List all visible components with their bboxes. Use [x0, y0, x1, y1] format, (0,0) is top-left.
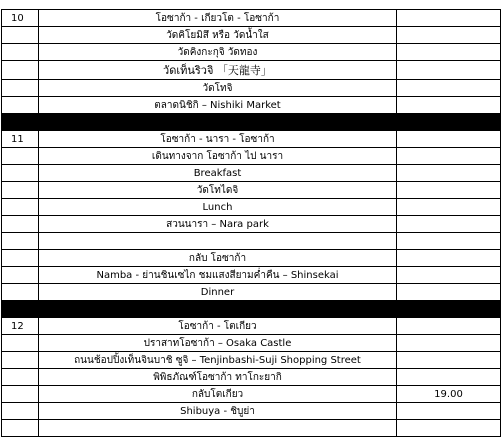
- table-row: [1, 96, 501, 113]
- day-cell[interactable]: [1, 165, 38, 181]
- activity-cell[interactable]: Dinner: [38, 284, 396, 300]
- day-cell[interactable]: [1, 80, 38, 96]
- day-cell[interactable]: [1, 199, 38, 215]
- day-cell[interactable]: [1, 420, 38, 436]
- time-cell[interactable]: [396, 369, 501, 385]
- activity-cell[interactable]: พิพิธภัณฑ์โอซาก้า ทาโกะยากิ: [38, 369, 396, 385]
- table-row: [1, 26, 501, 43]
- time-cell[interactable]: [396, 267, 501, 283]
- time-cell[interactable]: [396, 148, 501, 164]
- time-cell[interactable]: [396, 216, 501, 232]
- activity-cell[interactable]: เดินทางจาก โอซาก้า ไป นารา: [38, 148, 396, 164]
- day-cell[interactable]: [1, 403, 38, 419]
- activity-cell[interactable]: [38, 233, 396, 249]
- activity-cell[interactable]: โอซาก้า - นารา - โอซาก้า: [38, 131, 396, 147]
- day-cell[interactable]: [1, 27, 38, 43]
- table-row: [1, 283, 501, 300]
- activity-cell[interactable]: Lunch: [38, 199, 396, 215]
- time-cell[interactable]: [396, 27, 501, 43]
- table-row: [1, 43, 501, 60]
- table-row: [1, 419, 501, 437]
- day-cell[interactable]: [1, 97, 38, 113]
- table-row: [1, 317, 501, 334]
- table-row: [1, 249, 501, 266]
- time-cell[interactable]: [396, 97, 501, 113]
- time-cell[interactable]: [396, 165, 501, 181]
- activity-cell[interactable]: [38, 420, 396, 436]
- activity-cell[interactable]: โอซาก้า - เกียวโต - โอซาก้า: [38, 10, 396, 26]
- day-cell[interactable]: [1, 267, 38, 283]
- day-cell[interactable]: 12: [1, 318, 38, 334]
- activity-cell[interactable]: กลับโตเกียว: [38, 386, 396, 402]
- day-cell[interactable]: [1, 182, 38, 198]
- activity-cell[interactable]: ปราสาทโอซาก้า – Osaka Castle: [38, 335, 396, 351]
- day-separator-row: [1, 113, 501, 130]
- time-cell[interactable]: [396, 182, 501, 198]
- table-row: [1, 9, 501, 26]
- activity-cell[interactable]: วัดคิโยมิสึ หรือ วัดน้ำใส: [38, 27, 396, 43]
- time-cell[interactable]: [396, 284, 501, 300]
- day-cell[interactable]: [1, 44, 38, 60]
- activity-cell[interactable]: วัดโทไดจิ: [38, 182, 396, 198]
- table-row: [1, 60, 501, 79]
- itinerary-table: [1, 9, 501, 437]
- activity-cell[interactable]: วัดเท็นริวจิ 「天龍寺」: [38, 61, 396, 79]
- time-cell[interactable]: [396, 403, 501, 419]
- time-cell[interactable]: [396, 420, 501, 436]
- activity-cell[interactable]: กลับ โอซาก้า: [38, 250, 396, 266]
- table-row: [1, 130, 501, 147]
- table-row: [1, 385, 501, 402]
- time-cell[interactable]: [396, 233, 501, 249]
- table-row: [1, 79, 501, 96]
- day-cell[interactable]: [1, 216, 38, 232]
- table-row: [1, 198, 501, 215]
- table-row: [1, 334, 501, 351]
- day-cell[interactable]: [1, 369, 38, 385]
- activity-cell[interactable]: ถนนช้อปปิ้งเท็นจินบาชิ ซูจิ – Tenjinbashi-Suji Shopping Street: [38, 352, 396, 368]
- time-cell[interactable]: [396, 61, 501, 79]
- activity-cell[interactable]: ตลาดนิชิกิ – Nishiki Market: [38, 97, 396, 113]
- time-cell[interactable]: [396, 199, 501, 215]
- activity-cell[interactable]: โอซาก้า - โตเกียว: [38, 318, 396, 334]
- day-cell[interactable]: [1, 386, 38, 402]
- day-cell[interactable]: [1, 233, 38, 249]
- day-cell[interactable]: 11: [1, 131, 38, 147]
- activity-cell[interactable]: Namba - ย่านชินเซไก ชมแสงสียามค่ำคืน – Shinsekai: [38, 267, 396, 283]
- time-cell[interactable]: [396, 335, 501, 351]
- time-cell[interactable]: [396, 131, 501, 147]
- time-cell[interactable]: [396, 250, 501, 266]
- time-cell[interactable]: [396, 352, 501, 368]
- table-row: [1, 232, 501, 249]
- time-cell[interactable]: [396, 10, 501, 26]
- table-row: [1, 351, 501, 368]
- day-cell[interactable]: [1, 250, 38, 266]
- table-row: [1, 215, 501, 232]
- table-row: [1, 181, 501, 198]
- day-cell[interactable]: 10: [1, 10, 38, 26]
- day-cell[interactable]: [1, 352, 38, 368]
- table-row: [1, 368, 501, 385]
- activity-cell[interactable]: วัดโทจิ: [38, 80, 396, 96]
- day-cell[interactable]: [1, 335, 38, 351]
- table-row: [1, 266, 501, 283]
- day-cell[interactable]: [1, 284, 38, 300]
- table-row: [1, 164, 501, 181]
- activity-cell[interactable]: วัดคิงกะกุจิ วัดทอง: [38, 44, 396, 60]
- table-row: [1, 147, 501, 164]
- activity-cell[interactable]: Shibuya - ชิบูย่า: [38, 403, 396, 419]
- table-row: [1, 402, 501, 419]
- day-separator-row: [1, 300, 501, 317]
- day-cell[interactable]: [1, 148, 38, 164]
- activity-cell[interactable]: สวนนารา – Nara park: [38, 216, 396, 232]
- activity-cell[interactable]: Breakfast: [38, 165, 396, 181]
- time-cell[interactable]: [396, 44, 501, 60]
- time-cell[interactable]: [396, 80, 501, 96]
- time-cell[interactable]: [396, 318, 501, 334]
- time-cell[interactable]: 19.00: [396, 386, 501, 402]
- day-cell[interactable]: [1, 61, 38, 79]
